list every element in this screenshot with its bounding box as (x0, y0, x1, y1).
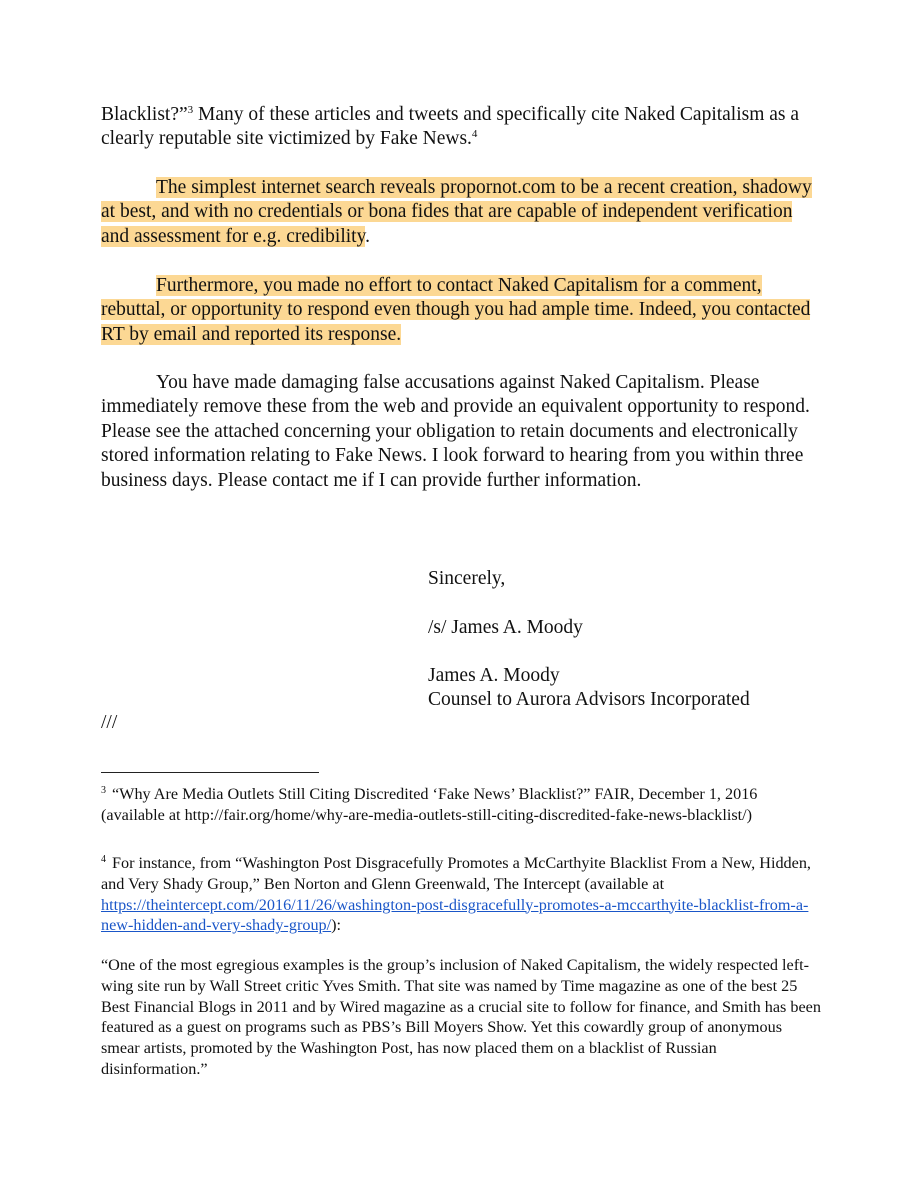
footnote-quote: “One of the most egregious examples is the group’s inclusion of Naked Capitalism, the widely respected left-wing site run by Wall Street critic Yves Smith. That site was named by Time magazine as one of the best 25 Best Financial Blogs in 2011 and by Wired magazine as a crucial site to follow for finance, and Smith has been featured as a guest on programs such as PBS’s Bill Moyers Show. Yet this cowardly group of anonymous smear artists, promoted by the Washington Post, has now placed them on a blacklist of Russian disinformation.” (101, 956, 821, 1078)
paragraph-propornot (101, 176, 821, 249)
footnote-divider (101, 772, 319, 773)
footnote-text: “Why Are Media Outlets Still Citing Discredited ‘Fake News’ Blacklist?” FAIR, December 1, 2016 (available at http://fair.org/home/why-are-media-outlets-still-citing-discredited-fake-news-blacklist/) (101, 785, 758, 824)
end-marker: /// (101, 712, 118, 733)
highlighted-text: The simplest internet search reveals propornot.com to be a recent creation, shadowy at best, and with no credentials or bona fides that are capable of independent verification and assessment for e.g. credibility (101, 177, 812, 247)
paragraph-text: You have made damaging false accusations against Naked Capitalism. Please immediately remove these from the web and provide an equivalent opportunity to respond. Please see the attached concerning your obligation to retain documents and electronically stored information relating to Fake News. I look forward to hearing from you within three business days. Please contact me if I can provide further information. (101, 372, 810, 491)
intercept-article-link[interactable]: https://theintercept.com/2016/11/26/washington-post-disgracefully-promotes-a-mccarthyite-blacklist-from-a-new-hidden-and-very-shady-group/ (101, 895, 809, 935)
paragraph-no-contact (101, 274, 821, 347)
highlighted-text: Furthermore, you made no effort to contact Naked Capitalism for a comment, rebuttal, or opportunity to respond even though you had ample time. Indeed, you contacted RT by email and reported its response. (101, 275, 811, 345)
signature-title: Counsel to Aurora Advisors Incorporated (428, 689, 750, 710)
paragraph-demand (101, 371, 821, 493)
signature-closing: Sincerely, (428, 568, 506, 589)
footnote-4 (101, 853, 821, 936)
paragraph-end: . (365, 225, 370, 247)
footnote-ref-3[interactable]: 3 (187, 104, 194, 116)
paragraph-text: Many of these articles and tweets and specifically cite Naked Capitalism as a clearly reputable site victimized by Fake News. (101, 104, 800, 150)
paragraph-continuation (101, 103, 821, 152)
paragraph-text: Blacklist?” (101, 104, 188, 125)
footnote-ref-4[interactable]: 4 (471, 128, 478, 141)
footnote-text: For instance, from “Washington Post Disgracefully Promotes a McCarthyite Blacklist From a New, Hidden, and Very Shady Group,” Ben Norton and Glenn Greenwald, The Intercept (available at (101, 854, 811, 893)
footnote-number: 4 (101, 854, 106, 865)
footnote-3 (101, 784, 821, 826)
footnote-text-end: ): (331, 916, 342, 935)
footnote-number: 3 (101, 785, 106, 796)
signature-signed: /s/ James A. Moody (428, 617, 583, 638)
signature-name: James A. Moody (428, 665, 560, 686)
